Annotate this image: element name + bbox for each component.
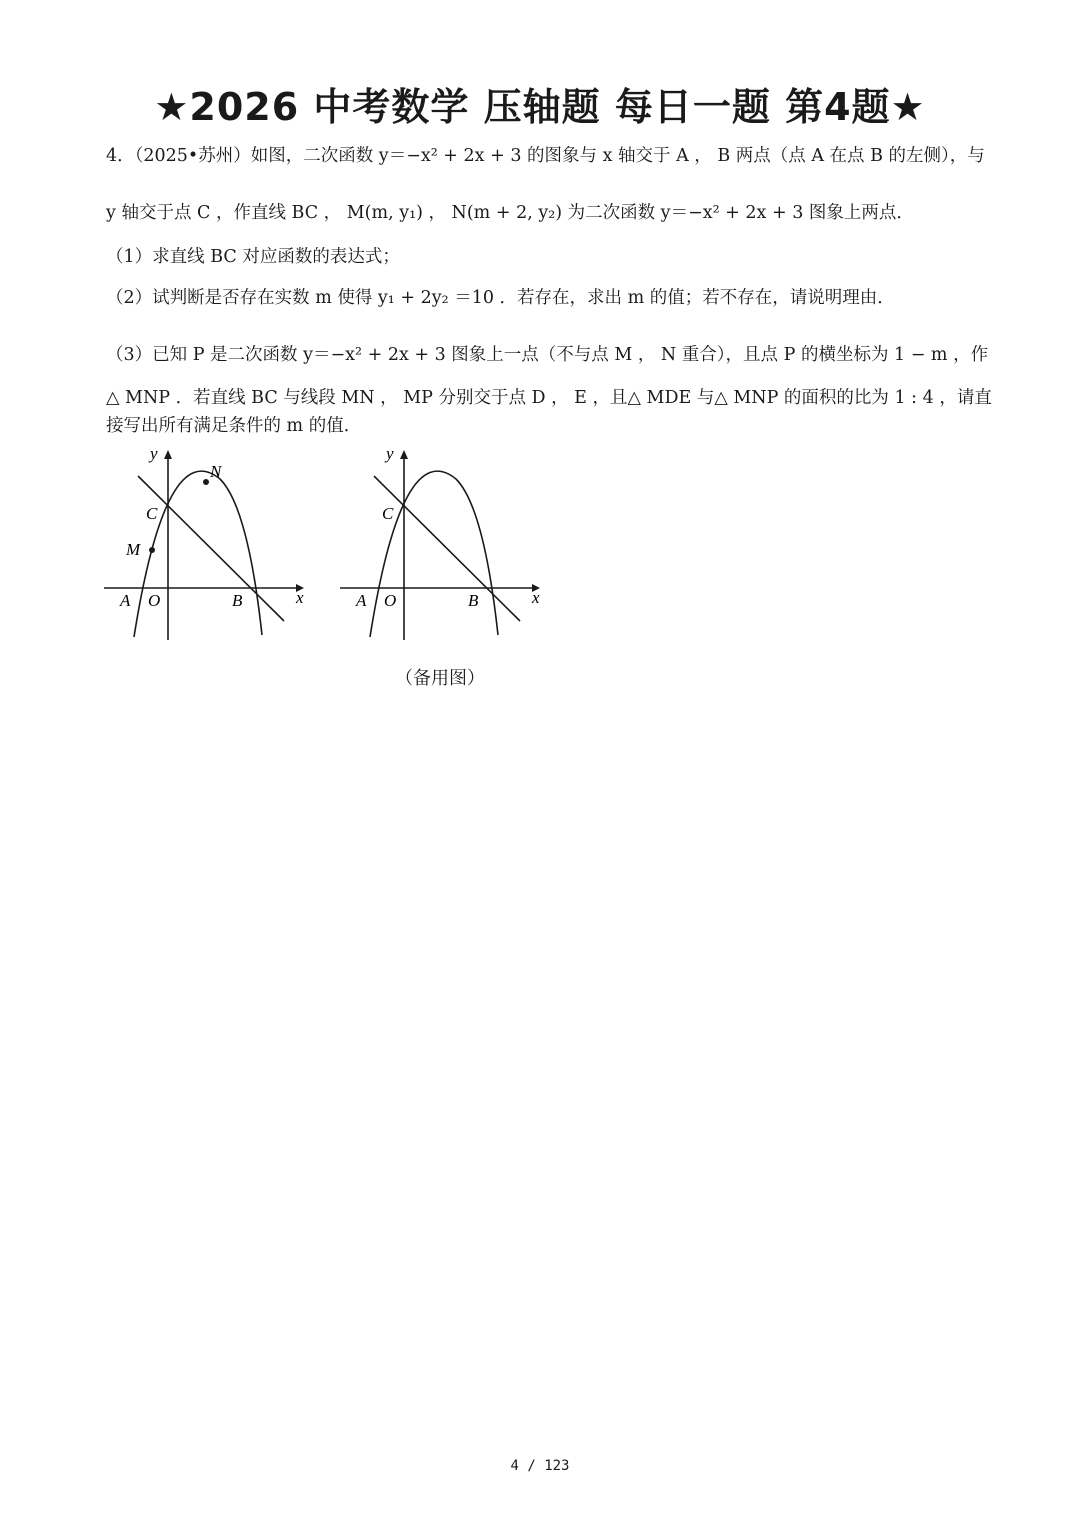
label-x: x [296,588,304,607]
label-c: C [382,504,394,523]
label-b: B [232,591,243,610]
parabola-curve [134,471,262,637]
y-axis-arrow [164,450,172,459]
problem-part-3-line-3: 接写出所有满足条件的 m 的值． [106,416,362,436]
figure-main [100,445,320,645]
label-o: O [148,591,161,610]
page-number: 4 / 123 [510,1458,570,1474]
problem-part-3-line-2: △ MNP ．若直线 BC 与线段 MN ， MP 分别交于点 D ， E ，且△ MDE 与△ MNP 的面积的比为 1 : 4 ，请直 [106,388,992,408]
point-m [149,547,155,553]
label-m: M [126,540,141,559]
problem-part-1: （1）求直线 BC 对应函数的表达式； [106,247,400,267]
problem-line-1: 4．（2025•苏州）如图，二次函数 y＝−x² + 2x + 3 的图象与 x 轴交于 A ， B 两点（点 A 在点 B 的左侧），与 [106,146,985,166]
label-o: O [384,591,397,610]
page-title: ★2026 中考数学 压轴题 每日一题 第4题★ [154,85,926,129]
label-x: x [532,588,540,607]
label-a: A [120,591,131,610]
figure-caption: （备用图） [395,668,485,689]
problem-line-2: y 轴交于点 C ，作直线 BC ， M(m, y₁) ， N(m + 2, y₂) 为二次函数 y＝−x² + 2x + 3 图象上两点． [106,203,914,223]
label-n: N [210,462,222,481]
problem-part-3-line-1: （3）已知 P 是二次函数 y＝−x² + 2x + 3 图象上一点（不与点 M ， N 重合），且点 P 的横坐标为 1 − m ，作 [106,345,989,365]
point-n [203,479,209,485]
problem-part-2: （2）试判断是否存在实数 m 使得 y₁ + 2y₂ ＝10 ．若存在，求出 m 的值；若不存在，请说明理由． [106,288,895,308]
label-b: B [468,591,479,610]
label-y: y [150,445,158,463]
figure-backup [336,445,556,645]
label-y: y [386,445,394,463]
parabola-curve [370,471,498,637]
y-axis-arrow [400,450,408,459]
label-a: A [356,591,367,610]
label-c: C [146,504,158,523]
